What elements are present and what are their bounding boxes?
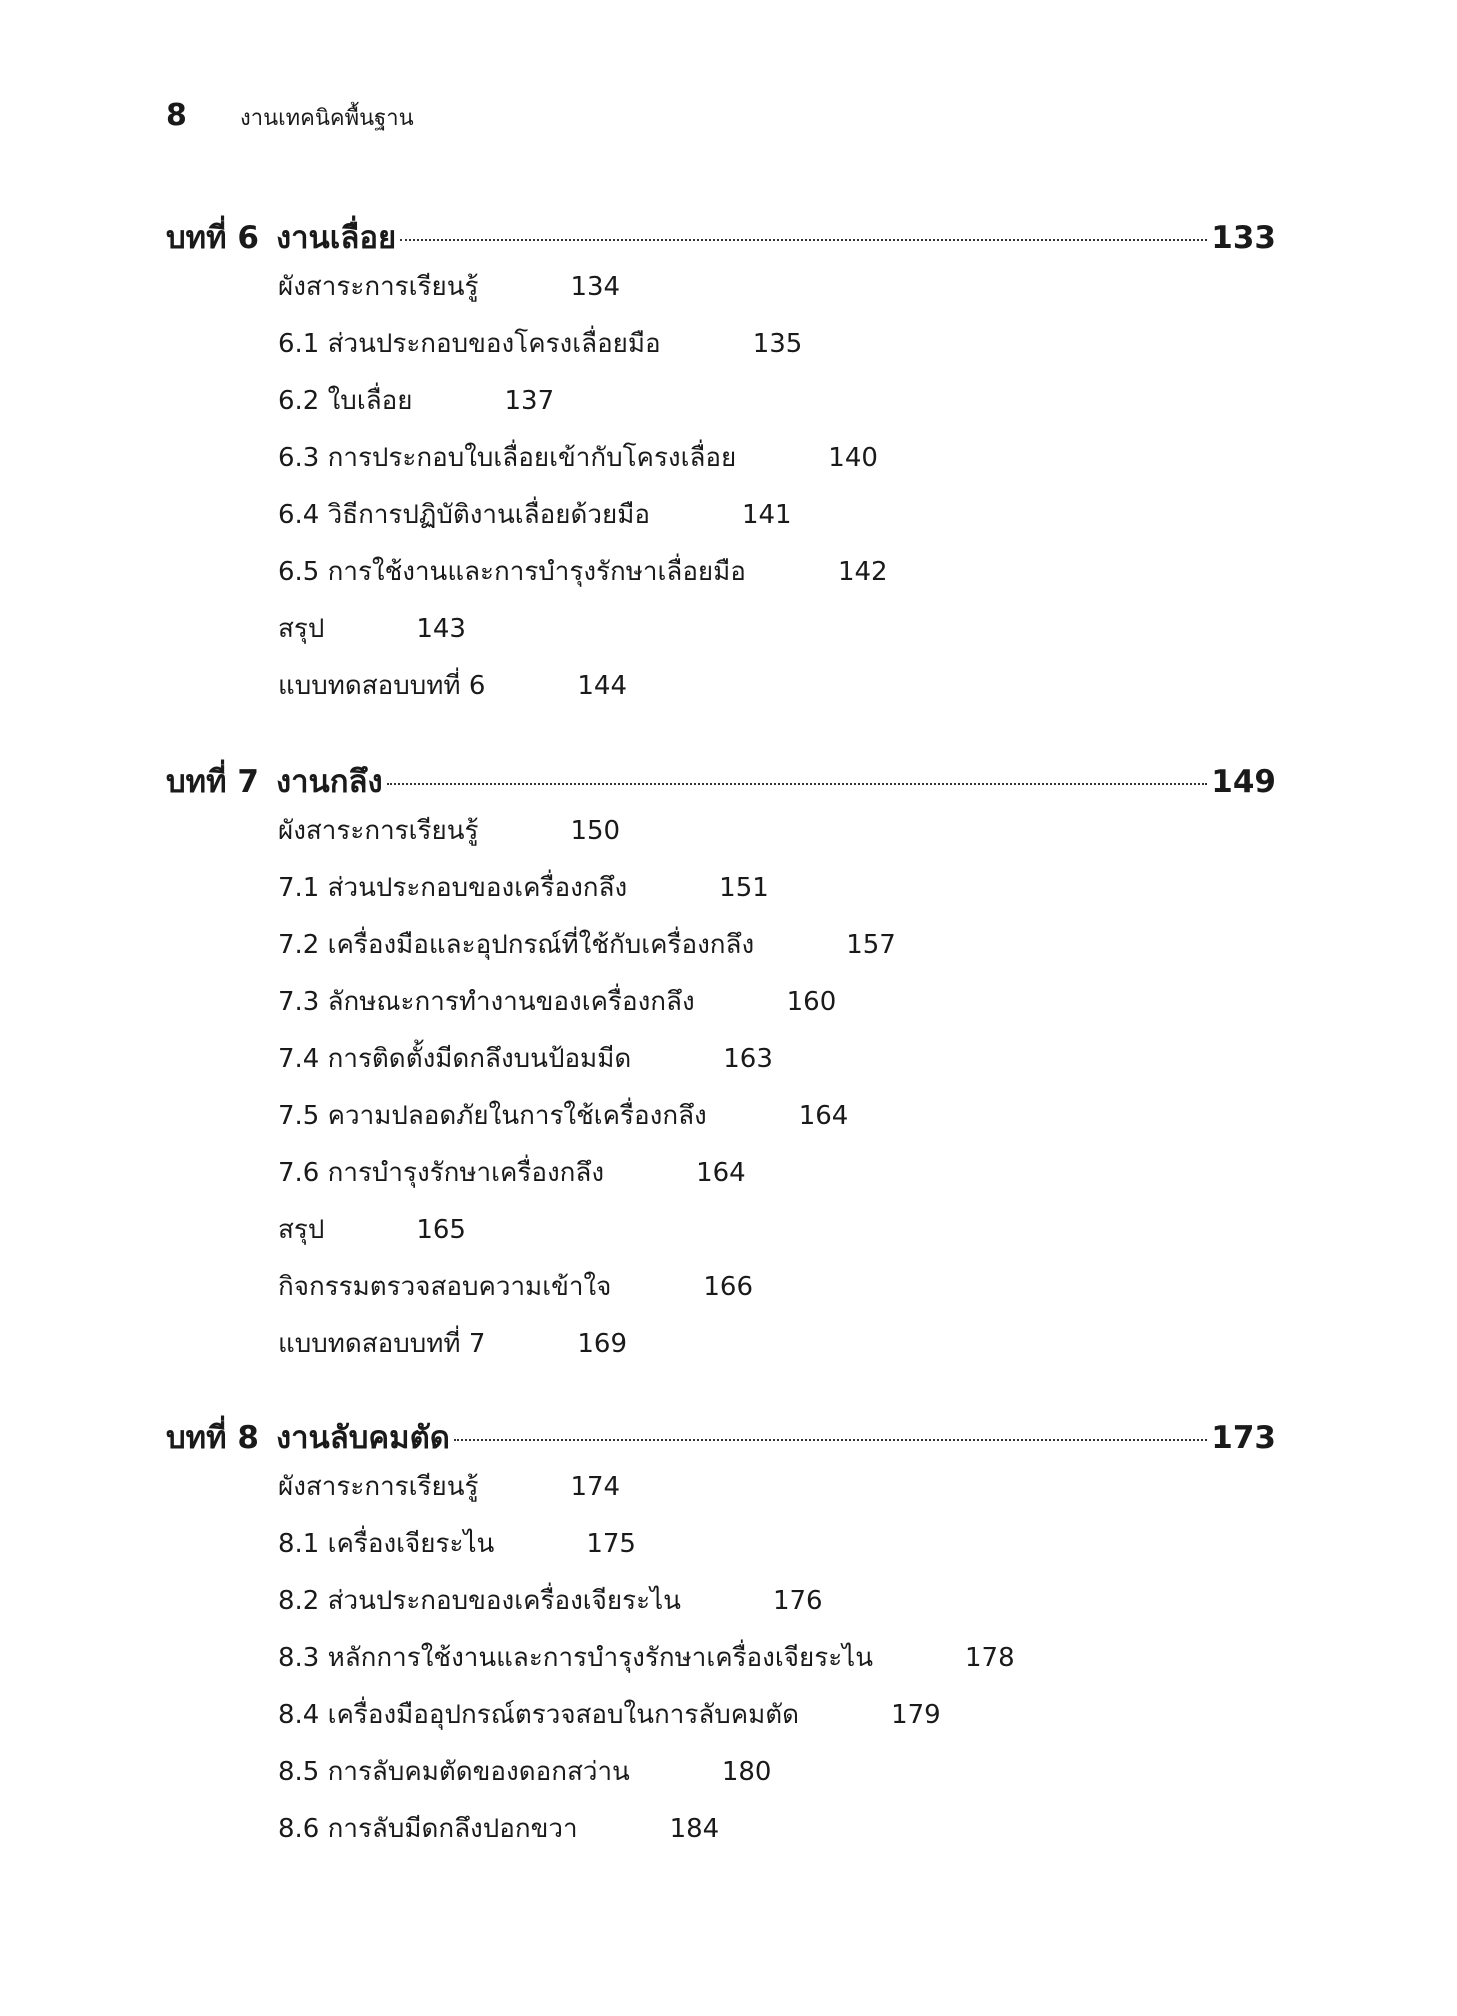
chapter-8 bbox=[166, 1412, 1276, 1857]
toc-entry-list bbox=[166, 258, 1276, 714]
toc-entry bbox=[278, 973, 1276, 1030]
entry-page-number: 144 bbox=[577, 670, 628, 701]
entry-title: 6.3 การประกอบใบเลื่อยเข้ากับโครงเลื่อย bbox=[278, 443, 737, 473]
chapter-title: งานเลื่อย bbox=[276, 220, 397, 256]
toc-entry bbox=[278, 802, 1276, 859]
entry-title: 8.1 เครื่องเจียระไน bbox=[278, 1529, 495, 1559]
toc-entry bbox=[278, 1686, 1276, 1743]
entry-title: แบบทดสอบบทที่ 7 bbox=[278, 1329, 486, 1359]
entry-page-number: 163 bbox=[723, 1043, 773, 1074]
entry-page-number: 165 bbox=[416, 1214, 466, 1245]
toc-entry bbox=[278, 1144, 1276, 1201]
running-head bbox=[166, 98, 414, 135]
toc-entry bbox=[278, 1258, 1276, 1315]
entry-page-number: 164 bbox=[798, 1100, 849, 1131]
toc-entry bbox=[278, 657, 1276, 714]
entry-page-number: 134 bbox=[570, 271, 621, 302]
chapter-heading bbox=[166, 212, 1276, 258]
toc-entry-list bbox=[166, 1458, 1276, 1857]
entry-title: 8.4 เครื่องมืออุปกรณ์ตรวจสอบในการลับคมตัด bbox=[278, 1700, 800, 1730]
toc-entry bbox=[278, 1629, 1276, 1686]
toc-entry bbox=[278, 1030, 1276, 1087]
toc-entry bbox=[278, 1515, 1276, 1572]
entry-page-number: 143 bbox=[416, 613, 466, 644]
chapter-page-number: 149 bbox=[1211, 764, 1276, 800]
entry-page-number: 169 bbox=[577, 1328, 628, 1359]
entry-page-number: 157 bbox=[846, 929, 896, 960]
entry-page-number: 142 bbox=[837, 556, 888, 587]
entry-title: 8.6 การลับมีดกลึงปอกขวา bbox=[278, 1814, 578, 1844]
chapter-6 bbox=[166, 212, 1276, 714]
entry-page-number: 150 bbox=[570, 815, 621, 846]
entry-title: 7.2 เครื่องมือและอุปกรณ์ที่ใช้กับเครื่องกลึง bbox=[278, 930, 755, 960]
entry-title: 6.5 การใช้งานและการบำรุงรักษาเลื่อยมือ bbox=[278, 557, 746, 587]
toc-entry bbox=[278, 486, 1276, 543]
entry-page-number: 178 bbox=[965, 1642, 1015, 1673]
toc-entry bbox=[278, 543, 1276, 600]
entry-title: 7.3 ลักษณะการทำงานของเครื่องกลึง bbox=[278, 987, 695, 1017]
toc-entry bbox=[278, 1572, 1276, 1629]
entry-title: 6.4 วิธีการปฏิบัติงานเลื่อยด้วยมือ bbox=[278, 500, 650, 530]
entry-page-number: 164 bbox=[696, 1157, 746, 1188]
entry-page-number: 137 bbox=[504, 385, 555, 416]
entry-title: 6.2 ใบเลื่อย bbox=[278, 386, 413, 416]
chapter-label: บทที่ 7 bbox=[166, 764, 259, 800]
chapter-title: งานลับคมตัด bbox=[276, 1420, 450, 1456]
chapter-title: งานกลึง bbox=[276, 764, 383, 800]
toc-entry bbox=[278, 1458, 1276, 1515]
chapter-heading bbox=[166, 756, 1276, 802]
toc-entry bbox=[278, 1800, 1276, 1857]
entry-title: 7.4 การติดตั้งมีดกลึงบนป้อมมีด bbox=[278, 1044, 632, 1074]
entry-title: 7.6 การบำรุงรักษาเครื่องกลึง bbox=[278, 1158, 605, 1188]
entry-page-number: 179 bbox=[891, 1699, 941, 1730]
chapter-page-number: 173 bbox=[1211, 1420, 1276, 1456]
toc-entry bbox=[278, 916, 1276, 973]
toc-entry bbox=[278, 429, 1276, 486]
entry-page-number: 160 bbox=[786, 986, 837, 1017]
entry-page-number: 141 bbox=[741, 499, 792, 530]
entry-title: สรุป bbox=[278, 1215, 325, 1245]
entry-title: 8.3 หลักการใช้งานและการบำรุงรักษาเครื่องเจียระไน bbox=[278, 1643, 874, 1673]
entry-title: 7.1 ส่วนประกอบของเครื่องกลึง bbox=[278, 873, 628, 903]
toc-entry-list bbox=[166, 802, 1276, 1372]
toc-entry bbox=[278, 258, 1276, 315]
entry-title: ผังสาระการเรียนรู้ bbox=[278, 816, 479, 846]
entry-page-number: 175 bbox=[586, 1528, 636, 1559]
entry-page-number: 184 bbox=[669, 1813, 720, 1844]
toc-entry bbox=[278, 1201, 1276, 1258]
chapter-heading bbox=[166, 1412, 1276, 1458]
entry-page-number: 176 bbox=[772, 1585, 823, 1616]
dot-leader bbox=[454, 1439, 1207, 1441]
dot-leader bbox=[400, 239, 1207, 241]
entry-page-number: 151 bbox=[719, 872, 769, 903]
entry-title: 7.5 ความปลอดภัยในการใช้เครื่องกลึง bbox=[278, 1101, 707, 1131]
dot-leader bbox=[387, 783, 1208, 785]
chapter-page-number: 133 bbox=[1211, 220, 1276, 256]
entry-title: สรุป bbox=[278, 614, 325, 644]
entry-page-number: 180 bbox=[721, 1756, 772, 1787]
book-title: งานเทคนิคพื้นฐาน bbox=[240, 106, 414, 131]
toc-entry bbox=[278, 1315, 1276, 1372]
page-number: 8 bbox=[166, 98, 187, 133]
toc-entry bbox=[278, 372, 1276, 429]
toc-entry bbox=[278, 859, 1276, 916]
entry-page-number: 166 bbox=[703, 1271, 754, 1302]
chapter-label: บทที่ 8 bbox=[166, 1420, 259, 1456]
entry-page-number: 135 bbox=[752, 328, 803, 359]
chapter-label: บทที่ 6 bbox=[166, 220, 259, 256]
toc-entry bbox=[278, 1743, 1276, 1800]
entry-title: 8.5 การลับคมตัดของดอกสว่าน bbox=[278, 1757, 630, 1787]
chapter-7 bbox=[166, 756, 1276, 1372]
entry-title: 6.1 ส่วนประกอบของโครงเลื่อยมือ bbox=[278, 329, 661, 359]
entry-title: แบบทดสอบบทที่ 6 bbox=[278, 671, 486, 701]
entry-page-number: 140 bbox=[828, 442, 878, 473]
toc-entry bbox=[278, 315, 1276, 372]
entry-title: ผังสาระการเรียนรู้ bbox=[278, 1472, 479, 1502]
entry-page-number: 174 bbox=[570, 1471, 621, 1502]
entry-title: กิจกรรมตรวจสอบความเข้าใจ bbox=[278, 1272, 612, 1302]
toc-entry bbox=[278, 600, 1276, 657]
entry-title: ผังสาระการเรียนรู้ bbox=[278, 272, 479, 302]
toc-entry bbox=[278, 1087, 1276, 1144]
entry-title: 8.2 ส่วนประกอบของเครื่องเจียระไน bbox=[278, 1586, 681, 1616]
